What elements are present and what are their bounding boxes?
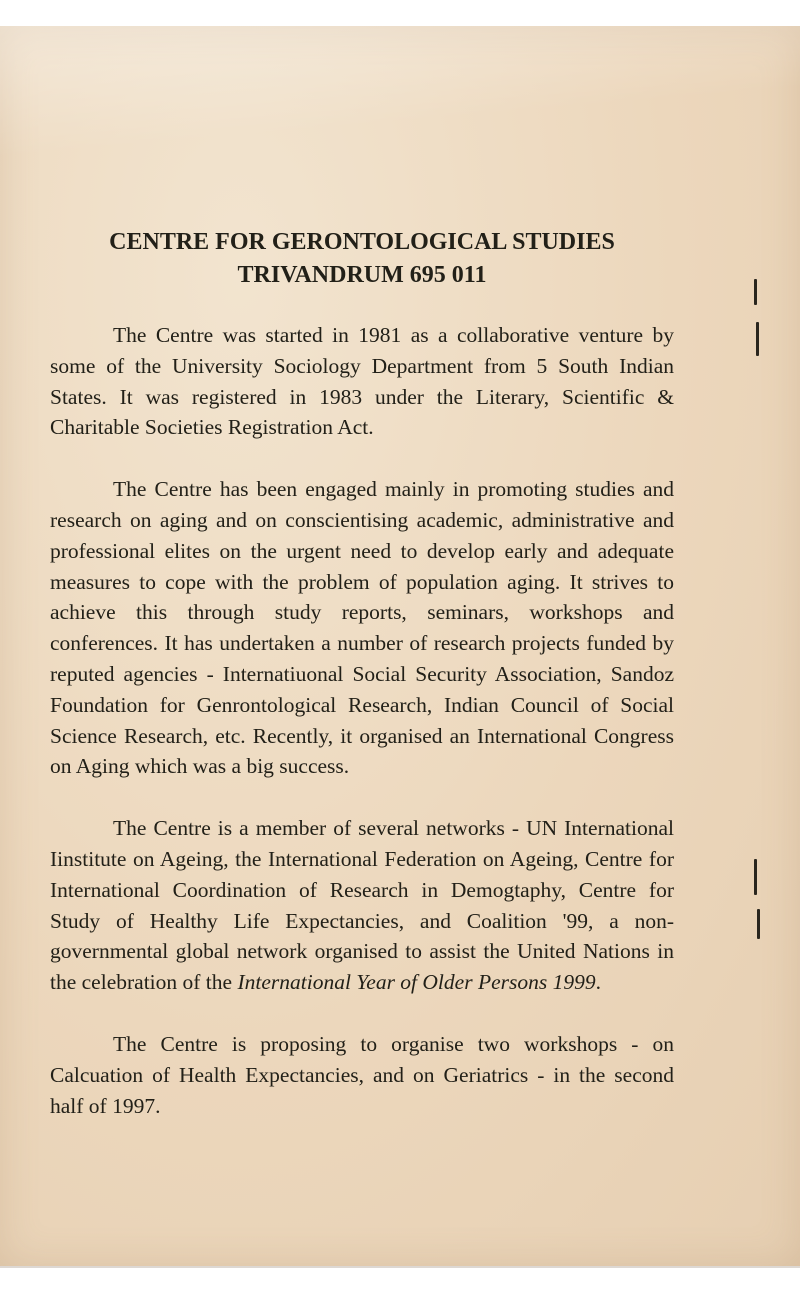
paragraph-3-end: . [595, 970, 601, 995]
page-bottom-edge [0, 1266, 800, 1268]
paragraph-2: The Centre has been engaged mainly in promoting studies and research on aging and on conscientising academic, administrative and professional elites on the urgent need to develop early and adequate measures to cope with the problem of population aging. It strives to achieve this through study reports, seminars, workshops and conferences. It has undertaken a number of research projects funded by reputed agencies - Internatiuonal Social Security Association, Sandoz Foundation for Genrontological Research, Indian Council of Social Science Research, etc. Recently, it organised an International Congress on Aging which was a big success. [50, 477, 674, 779]
paragraph-3 [50, 813, 674, 998]
margin-mark [754, 279, 757, 305]
paragraph-3-italic: International Year of Older Persons 1999 [237, 970, 596, 995]
document-body [50, 226, 674, 1121]
margin-mark [757, 909, 760, 939]
margin-mark [754, 859, 757, 895]
paper-crease [0, 26, 800, 176]
document-page [0, 26, 800, 1266]
title-line-2: TRIVANDRUM 695 011 [237, 262, 487, 288]
document-title [50, 226, 674, 292]
paragraph-1: The Centre was started in 1981 as a collaborative venture by some of the University Sociology Department from 5 South Indian States. It was registered in 1983 under the Literary, Scientific & Charitable Societies Registration Act. [50, 323, 674, 440]
paragraph-4: The Centre is proposing to organise two workshops - on Calcuation of Health Expectancies, and on Geriatrics - in the second half of 1997. [50, 1031, 674, 1118]
title-line-1: CENTRE FOR GERONTOLOGICAL STUDIES [109, 229, 615, 255]
margin-mark [756, 322, 759, 356]
paragraph-3-text: The Centre is a member of several networks - UN International Iinstitute on Ageing, the International Federation on Ageing, Centre for International Coordination of Research in Demogtaphy, Centre for Study of Healthy Life Expectancies, and Coalition '99, a non-governmental global network organised to assist the United Nations in the celebration of the [50, 816, 674, 995]
